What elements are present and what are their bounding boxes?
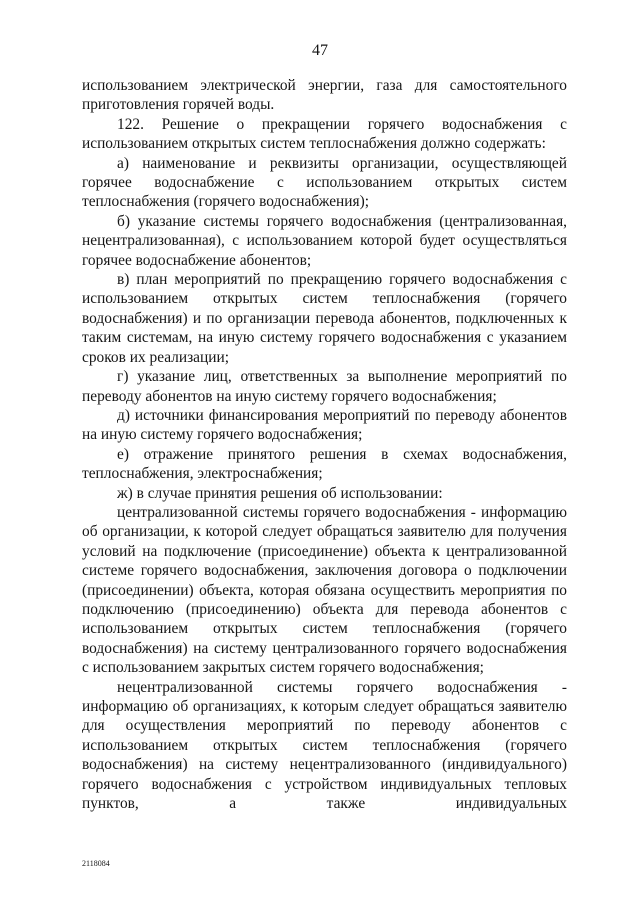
paragraph-clause-122: 122. Решение о прекращении горячего водоснабжения с использованием открытых систем теплоснабжения должно содержать: (82, 115, 567, 153)
paragraph-centralized: централизованной системы горячего водоснабжения - информацию об организации, к которой следует обращаться заявителю для получения условий на подключение (присоединение) объекта к централизованной системе горячего водоснабжения, заключения договора о подключении (присоединении) объекта, которая обязана осуществить мероприятия по подключению (присоединению) объекта для перевода абонентов с использованием открытых систем теплоснабжения (горячего водоснабжения) на систему централизованного горячего водоснабжения с использованием закрытых систем горячего водоснабжения; (82, 503, 567, 677)
document-body (82, 76, 567, 813)
document-code: 2118084 (82, 859, 110, 868)
paragraph-decentralized: нецентрализованной системы горячего водоснабжения - информацию об организациях, к которым следует обращаться заявителю для осуществления мероприятий по переводу абонентов с использованием открытых систем теплоснабжения (горячего водоснабжения) на систему нецентрализованного (индивидуального) горячего водоснабжения с устройством индивидуальных тепловых пунктов, а также индивидуальных (82, 678, 567, 813)
paragraph-item-b: б) указание системы горячего водоснабжения (централизованная, нецентрализованная), с использованием которой будет осуществляться горячее водоснабжение абонентов; (82, 212, 567, 269)
page-number: 47 (312, 42, 328, 59)
paragraph-item-e: е) отражение принятого решения в схемах водоснабжения, теплоснабжения, электроснабжения; (82, 445, 567, 483)
paragraph-item-v: в) план мероприятий по прекращению горячего водоснабжения с использованием открытых систем теплоснабжения (горячего водоснабжения) и по организации перевода абонентов, подключенных к таким системам, на иную систему горячего водоснабжения с указанием сроков их реализации; (82, 271, 567, 366)
paragraph-item-a: а) наименование и реквизиты организации, осуществляющей горячее водоснабжение с использованием открытых систем теплоснабжения (горячего водоснабжения); (82, 154, 567, 211)
paragraph-continuation: использованием электрической энергии, газа для самостоятельного приготовления горячей воды. (82, 77, 567, 114)
paragraph-item-d: д) источники финансирования мероприятий по переводу абонентов на иную систему горячего водоснабжения; (82, 406, 567, 444)
paragraph-item-zh: ж) в случае принятия решения об использовании: (117, 484, 443, 502)
paragraph-item-g: г) указание лиц, ответственных за выполнение мероприятий по переводу абонентов на иную систему горячего водоснабжения; (82, 368, 567, 405)
